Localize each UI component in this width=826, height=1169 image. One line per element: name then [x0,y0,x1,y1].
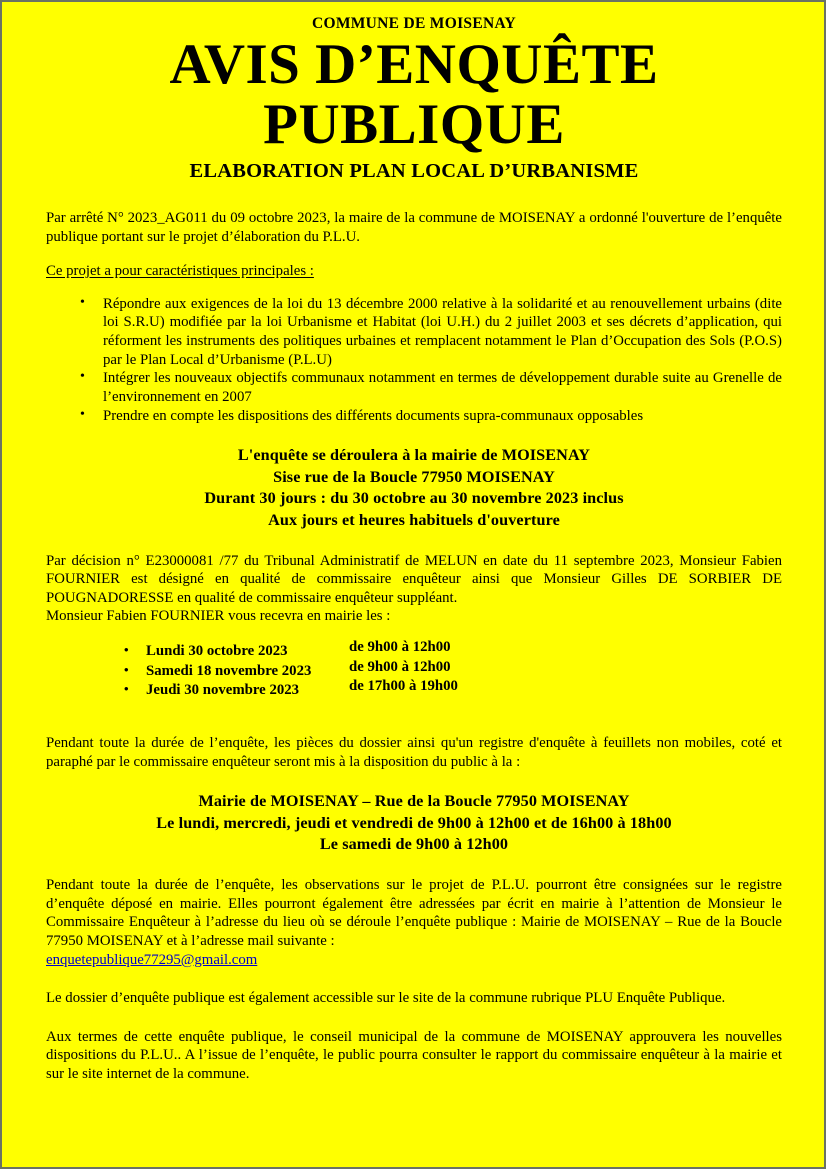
list-item: • Lundi 30 octobre 2023 [46,642,782,662]
list-item: • Intégrer les nouveaux objectifs communaux notamment en termes de développement durable suite au Grenelle de l’environnement en 2007 [46,369,782,406]
conclusion-paragraph: Aux termes de cette enquête publique, le conseil municipal de la commune de MOISENAY approuvera les nouvelles dispositions du P.L.U.. A l’issue de l’enquête, le public pourra consulter le rapport du commissaire enquêteur à la mairie et sur le site internet de la commune. [46,1028,782,1083]
list-item: • Jeudi 30 novembre 2023 [46,681,782,701]
observations-text: Pendant toute la durée de l’enquête, les observations sur le projet de P.L.U. pourront être consignées sur le registre d’enquête déposé en mairie. Elles pourront également être adressées par écrit en mairie à l’attention de Monsieur le Commissaire Enquêteur à l’adresse du lieu où se déroule l’enquête publique : Mairie de MOISENAY – Rue de la Boucle 77950 MOISENAY et à l’adresse mail suivante : [46,876,782,949]
permanence-schedule [46,639,782,704]
enquiry-location-line: L'enquête se déroulera à la mairie de MOISENAY [237,446,591,465]
enquiry-location-line: Durant 30 jours : du 30 octobre au 30 novembre 2023 inclus [204,489,624,508]
dossier-address-line: Mairie de MOISENAY – Rue de la Boucle 77950 MOISENAY [198,792,630,811]
permanence-time: de 17h00 à 19h00 [349,678,458,695]
list-item: • Prendre en compte les dispositions des différents documents supra-communaux opposables [46,407,782,426]
enquiry-location-line: Aux jours et heures habituels d'ouverture [268,510,560,529]
commune-header: COMMUNE DE MOISENAY [311,15,517,32]
page-title-line-1: AVIS D’ENQUÊTE [169,33,659,97]
dossier-address-line: Le samedi de 9h00 à 12h00 [319,835,509,854]
commissioner-reception-line: Monsieur Fabien FOURNIER vous recevra en mairie les : [46,608,391,625]
commissioner-paragraph: Par décision n° E23000081 /77 du Tribunal Administratif de MELUN en date du 11 septembre 2023, Monsieur Fabien FOURNIER est désigné en qualité de commissaire enquêteur ainsi que Monsieur Gilles DE SORBIER DE POUGNADORESSE en qualité de commissaire enquêteur suppléant. [46,552,782,606]
enquiry-location-block [46,445,782,531]
list-item: • Répondre aux exigences de la loi du 13 décembre 2000 relative à la solidarité et au renouvellement urbains (dite loi S.R.U) modifiée par la loi Urbanisme et Habitat (loi U.H.) du 2 juillet 2003 et ses décrets d’application, qui réforment les instruments des politiques urbaines et remplacent notamment le Plan d’Occupation des Sols (P.O.S) par le Plan Local d’Urbanisme (P.L.U) [46,295,782,370]
dossier-paragraph: Pendant toute la durée de l’enquête, les pièces du dossier ainsi qu'un registre d'enquête à feuillets non mobiles, coté et paraphé par le commissaire enquêteur seront mis à la disposition du public à la : [46,735,782,770]
online-access-paragraph: Le dossier d’enquête publique est également accessible sur le site de la commune rubrique PLU Enquête Publique. [46,990,726,1007]
dossier-address-block [46,791,782,856]
page-content [2,2,824,1084]
list-item: • Samedi 18 novembre 2023 [46,662,782,682]
permanence-time-list [349,638,458,697]
page-subtitle: ELABORATION PLAN LOCAL D’URBANISME [189,159,639,182]
enquiry-location-line: Sise rue de la Boucle 77950 MOISENAY [273,467,555,486]
observations-paragraph [46,876,782,969]
permanence-time: de 9h00 à 12h00 [349,658,451,675]
characteristics-heading: Ce projet a pour caractéristiques principales : [46,263,314,280]
page-title-line-2: PUBLIQUE [263,92,565,156]
permanence-time: de 9h00 à 12h00 [349,639,451,656]
page-title [46,35,782,154]
characteristics-list [46,295,782,425]
email-link[interactable]: enquetepublique77295@gmail.com [46,951,258,968]
intro-paragraph: Par arrêté N° 2023_AG011 du 09 octobre 2023, la maire de la commune de MOISENAY a ordonné l'ouverture de l’enquête publique portant sur le projet d’élaboration du P.L.U. [46,209,782,245]
dossier-address-line: Le lundi, mercredi, jeudi et vendredi de 9h00 à 12h00 et de 16h00 à 18h00 [156,813,672,832]
